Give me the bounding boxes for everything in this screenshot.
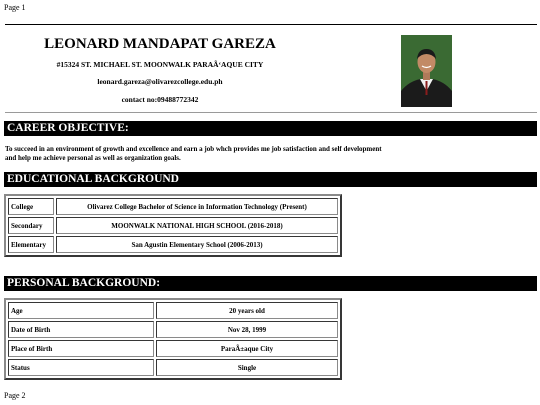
school-name: Olivarez College Bachelor of Science in Information Technology (Present) (56, 198, 338, 215)
applicant-name: LEONARD MANDAPAT GAREZA (44, 36, 276, 52)
personal-table (4, 298, 342, 380)
table-row (8, 198, 338, 215)
education-level: Elementary (8, 236, 54, 253)
school-name: MOONWALK NATIONAL HIGH SCHOOL (2016-2018) (56, 217, 338, 234)
contact-number: contact no:09488772342 (121, 95, 199, 104)
profile-photo (401, 35, 452, 107)
educational-background-heading: EDUCATIONAL BACKGROUND (4, 172, 537, 187)
education-level: Secondary (8, 217, 54, 234)
top-rule (5, 24, 537, 25)
school-name: San Agustin Elementary School (2006-2013) (56, 236, 338, 253)
education-table (4, 194, 342, 257)
field-label: Age (8, 302, 154, 319)
header-divider (5, 112, 537, 113)
email: leonard.gareza@olivarezcollege.edu.ph (97, 77, 223, 86)
table-row (8, 302, 338, 319)
career-objective-text: To succeed in an environment of growth and excellence and earn a job whch provides me job satisfaction and self development and help me achieve personal as well as organization goals. (5, 145, 382, 162)
career-objective-heading: CAREER OBJECTIVE: (4, 121, 537, 136)
personal-background-heading: PERSONAL BACKGROUND: (4, 276, 537, 291)
field-value: Single (156, 359, 338, 376)
table-row (8, 321, 338, 338)
table-row (8, 340, 338, 357)
field-value: ParaÃ±aque City (156, 340, 338, 357)
education-level: College (8, 198, 54, 215)
field-label: Date of Birth (8, 321, 154, 338)
field-label: Place of Birth (8, 340, 154, 357)
table-row (8, 359, 338, 376)
field-label: Status (8, 359, 154, 376)
page-number-1: Page 1 (4, 3, 26, 12)
table-row (8, 217, 338, 234)
page-number-2: Page 2 (4, 391, 26, 400)
field-value: 20 years old (156, 302, 338, 319)
address: #15324 ST. MICHAEL ST. MOONWALK PARAÃ‘AQUE CITY (56, 60, 264, 69)
field-value: Nov 28, 1999 (156, 321, 338, 338)
table-row (8, 236, 338, 253)
